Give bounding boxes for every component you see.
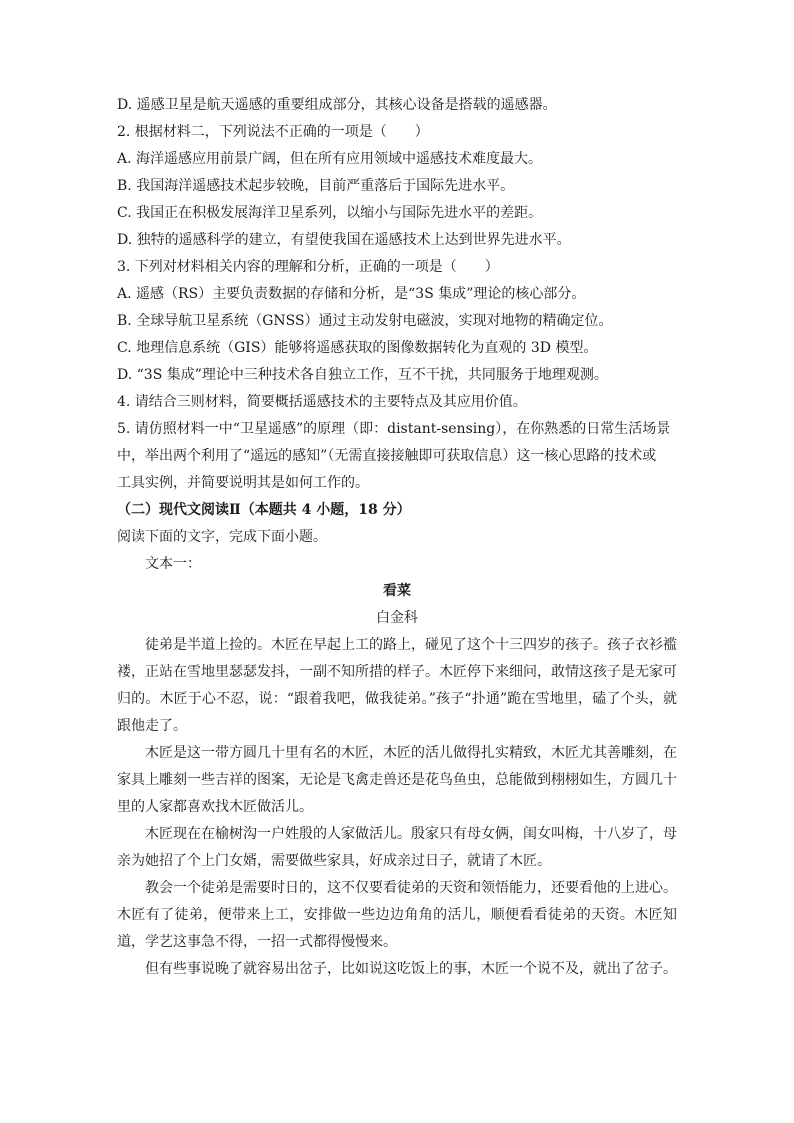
question-2-stem: 2. 根据材料二，下列说法不正确的一项是（ ） [117,124,429,140]
story-paragraph: 木匠现在在榆树沟一户姓殷的人家做活儿。殷家只有母女俩，闺女叫梅，十八岁了，母亲为她招了个上门女婿，需要做些家具，好成亲过日子，就请了木匠。 [117,826,677,869]
story-paragraph: 木匠是这一带方圆几十里有名的木匠，木匠的活儿做得扎实精致，木匠尤其善雕刻，在家具上雕刻一些吉祥的图案，无论是飞禽走兽还是花鸟鱼虫，总能做到栩栩如生，方圆几十里的人家都喜欢找木匠做活儿。 [117,745,677,815]
question-5-line-2: 中，举出两个利用了“遥远的感知”（无需直接接触即可获取信息）这一核心思路的技术或 [117,448,657,464]
question-3-stem: 3. 下列对材料相关内容的理解和分析，正确的一项是（ ） [117,259,499,275]
question-5-line-1: 5. 请仿照材料一中“卫星遥感”的原理（即：distant-sensing），在你熟悉的日常生活场景 [117,421,671,437]
section-heading: （二）现代文阅读Ⅱ（本题共 4 小题，18 分） [117,502,411,518]
question-3-option-c: C. 地理信息系统（GIS）能够将遥感获取的图像数据转化为直观的 3D 模型。 [117,340,598,356]
story-title: 看菜 [383,583,411,599]
question-2-option-a: A. 海洋遥感应用前景广阔，但在所有应用领域中遥感技术难度最大。 [117,151,543,167]
story-body [117,632,677,983]
story-paragraph: 但有些事说晚了就容易出岔子，比如说这吃饭上的事，木匠一个说不及，就出了岔子。 [145,961,677,977]
question-3-option-d: D. “3S 集成”理论中三种技术各自独立工作，互不干扰，共同服务于地理观测。 [117,367,608,383]
reading-instruction: 阅读下面的文字，完成下面小题。 [117,529,327,545]
question-2-option-d: D. 独特的遥感科学的建立，有望使我国在遥感技术上达到世界先进水平。 [117,232,571,248]
question-2-option-c: C. 我国正在积极发展海洋卫星系列，以缩小与国际先进水平的差距。 [117,205,543,221]
question-2-option-b: B. 我国海洋遥感技术起步较晚，目前严重落后于国际先进水平。 [117,178,515,194]
question-5-line-3: 工具实例，并简要说明其是如何工作的。 [117,475,369,491]
document-page [117,92,677,983]
question-4: 4. 请结合三则材料，简要概括遥感技术的主要特点及其应用价值。 [117,394,527,410]
text-label: 文本一： [145,556,201,572]
story-paragraph: 教会一个徒弟是需要时日的，这不仅要看徒弟的天资和领悟能力，还要看他的上进心。木匠有了徒弟，便带来上工，安排做一些边边角角的活儿，顺便看看徒弟的天资。木匠知道，学艺这事急不得，一招一式都得慢慢来。 [117,880,677,950]
question-3-option-a: A. 遥感（RS）主要负责数据的存储和分析，是“3S 集成”理论的核心部分。 [117,286,586,302]
story-author: 白金科 [376,610,418,626]
question-3-option-b: B. 全球导航卫星系统（GNSS）通过主动发射电磁波，实现对地物的精确定位。 [117,313,613,329]
question-1-option-d: D. 遥感卫星是航天遥感的重要组成部分，其核心设备是搭载的遥感器。 [117,97,557,113]
story-paragraph: 徒弟是半道上捡的。木匠在早起上工的路上，碰见了这个十三四岁的孩子。孩子衣衫褴褛，正站在雪地里瑟瑟发抖，一副不知所措的样子。木匠停下来细问，敢情这孩子是无家可归的。木匠于心不忍，说：“跟着我吧，做我徒弟。”孩子“扑通”跪在雪地里，磕了个头，就跟他走了。 [117,637,677,734]
